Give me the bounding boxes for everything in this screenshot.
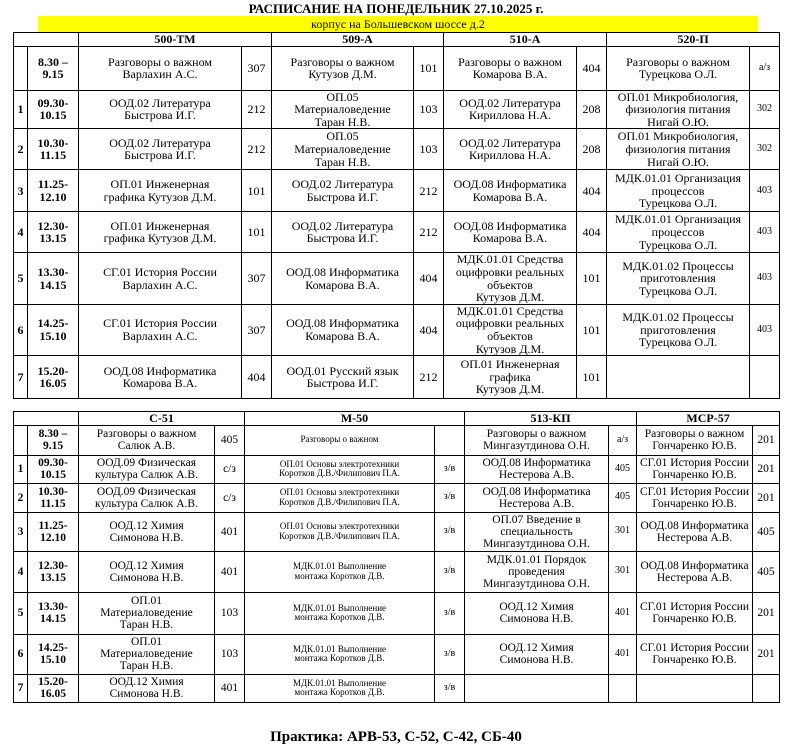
subject-cell: ОП.01 Материаловедение Таран Н.В. xyxy=(79,634,215,674)
lesson-number: 3 xyxy=(14,512,28,551)
subject-cell: ОП.01 Микробиология, физиология питания Нигай О.Ю. xyxy=(607,90,750,129)
lesson-time: 8.30 – 9.15 xyxy=(28,425,79,455)
room-cell: з/в xyxy=(435,483,465,512)
lesson-time: 13.30- 14.15 xyxy=(28,253,79,304)
lesson-row xyxy=(14,551,780,592)
schedule-table-top xyxy=(13,32,780,399)
room-cell: 208 xyxy=(577,90,607,129)
room-cell: 103 xyxy=(414,129,444,170)
lesson-number: 6 xyxy=(14,634,28,674)
room-cell: 212 xyxy=(414,212,444,253)
schedule-table-bottom xyxy=(13,411,780,703)
subject-cell: ООД.02 Литература Быстрова И.Г. xyxy=(79,90,242,129)
lesson-time: 12.30- 13.15 xyxy=(28,212,79,253)
room-cell: 307 xyxy=(242,46,272,90)
subject-cell: МДК.01.01 Порядок проведения Мингазутдинова О.Н. xyxy=(465,551,609,592)
room-cell: 201 xyxy=(753,634,780,674)
room-cell: 302 xyxy=(750,90,780,129)
subject-cell: СГ.01 История России Варлахин А.С. xyxy=(79,253,242,304)
room-cell: 101 xyxy=(242,212,272,253)
subject-cell: СГ.01 История России Гончаренко Ю.В. xyxy=(637,592,753,634)
lesson-number xyxy=(14,46,28,90)
header-blank xyxy=(14,33,79,47)
room-cell: 401 xyxy=(609,634,637,674)
room-cell: 208 xyxy=(577,129,607,170)
subject-cell: СГ.01 История России Варлахин А.С. xyxy=(79,304,242,355)
room-cell xyxy=(753,674,780,702)
lesson-number: 2 xyxy=(14,483,28,512)
room-cell: 405 xyxy=(753,512,780,551)
lesson-time: 8.30 – 9.15 xyxy=(28,46,79,90)
room-cell: з/в xyxy=(435,634,465,674)
room-cell: з/в xyxy=(435,674,465,702)
room-cell: 404 xyxy=(577,170,607,212)
subject-cell: ООД.01 Русский язык Быстрова И.Г. xyxy=(272,356,414,399)
subject-cell: ОП.01 Материаловедение Таран Н.В. xyxy=(79,592,215,634)
room-cell: 405 xyxy=(215,425,245,455)
lesson-time: 09.30- 10.15 xyxy=(28,90,79,129)
header-blank xyxy=(14,412,79,426)
subject-cell xyxy=(465,674,609,702)
room-cell: 301 xyxy=(609,512,637,551)
lesson-number: 1 xyxy=(14,455,28,483)
subject-cell: СГ.01 История России Гончаренко Ю.В. xyxy=(637,483,753,512)
subject-cell: МДК.01.01 Организация процессов Турецкова О.Л. xyxy=(607,170,750,212)
room-cell: а/з xyxy=(750,46,780,90)
room-cell: 101 xyxy=(577,356,607,399)
lesson-number: 2 xyxy=(14,129,28,170)
lesson-row xyxy=(14,90,780,129)
room-cell: 103 xyxy=(215,634,245,674)
room-cell: с/з xyxy=(215,455,245,483)
room-cell: 404 xyxy=(577,212,607,253)
room-cell: 307 xyxy=(242,304,272,355)
lesson-number: 4 xyxy=(14,551,28,592)
subject-cell: ООД.12 Химия Симонова Н.В. xyxy=(79,674,215,702)
lesson-number: 5 xyxy=(14,592,28,634)
room-cell: з/в xyxy=(435,592,465,634)
room-cell: з/в xyxy=(435,455,465,483)
room-cell: 405 xyxy=(753,551,780,592)
room-cell: с/з xyxy=(215,483,245,512)
lesson-row xyxy=(14,512,780,551)
subject-cell: Разговоры о важном Гончаренко Ю.В. xyxy=(637,425,753,455)
subject-cell: ОП.01 Инженерная графика Кутузов Д.М. xyxy=(79,170,242,212)
group-header: 520-П xyxy=(607,33,780,47)
room-cell: з/в xyxy=(435,512,465,551)
subject-cell: Разговоры о важном Турецкова О.Л. xyxy=(607,46,750,90)
lesson-number: 3 xyxy=(14,170,28,212)
group-header: 513-КП xyxy=(465,412,637,426)
page-title: РАСПИСАНИЕ НА ПОНЕДЕЛЬНИК 27.10.2025 г. xyxy=(248,1,544,16)
lesson-number: 7 xyxy=(14,356,28,399)
lesson-time: 13.30- 14.15 xyxy=(28,592,79,634)
subject-cell: ОП.01 Основы электротехники Коротков Д.В./Филипович П.А. xyxy=(245,512,435,551)
room-cell: 101 xyxy=(414,46,444,90)
subject-cell: ООД.08 Информатика Комарова В.А. xyxy=(272,304,414,355)
building-subtitle: корпус на Большевском шоссе д.2 xyxy=(38,16,758,32)
room-cell: 404 xyxy=(242,356,272,399)
subject-cell: ООД.02 Литература Быстрова И.Г. xyxy=(272,212,414,253)
subject-cell: ОП.01 Инженерная графика Кутузов Д.М. xyxy=(444,356,577,399)
subject-cell: МДК.01.01 Организация процессов Турецкова О.Л. xyxy=(607,212,750,253)
subject-cell: СГ.01 История России Гончаренко Ю.В. xyxy=(637,634,753,674)
room-cell: 403 xyxy=(750,170,780,212)
room-cell: 201 xyxy=(753,592,780,634)
lesson-time: 09.30- 10.15 xyxy=(28,455,79,483)
room-cell xyxy=(750,356,780,399)
lesson-number: 5 xyxy=(14,253,28,304)
subject-cell: ООД.08 Информатика Нестерова А.В. xyxy=(465,483,609,512)
subject-cell: Разговоры о важном Комарова В.А. xyxy=(444,46,577,90)
subject-cell: ООД.12 Химия Симонова Н.В. xyxy=(79,551,215,592)
subject-cell: ООД.08 Информатика Комарова В.А. xyxy=(444,212,577,253)
subject-cell: МДК.01.01 Выполнение монтажа Коротков Д.В. xyxy=(245,551,435,592)
lesson-row xyxy=(14,46,780,90)
room-cell: 403 xyxy=(750,304,780,355)
room-cell: 101 xyxy=(577,253,607,304)
room-cell: 401 xyxy=(215,551,245,592)
room-cell: 212 xyxy=(414,356,444,399)
subject-cell: МДК.01.01 Средства оцифровки реальных объектов Кутузов Д.М. xyxy=(444,304,577,355)
subject-cell: ОП.01 Основы электротехники Коротков Д.В./Филипович П.А. xyxy=(245,455,435,483)
lesson-row xyxy=(14,356,780,399)
lesson-time: 15.20- 16.05 xyxy=(28,674,79,702)
room-cell: 403 xyxy=(750,253,780,304)
subject-cell: Разговоры о важном Салюк А.В. xyxy=(79,425,215,455)
subject-cell: ОП.07 Введение в специальность Мингазутдинова О.Н. xyxy=(465,512,609,551)
room-cell: 307 xyxy=(242,253,272,304)
room-cell: 401 xyxy=(609,592,637,634)
lesson-row xyxy=(14,592,780,634)
room-cell: 212 xyxy=(242,90,272,129)
lesson-row xyxy=(14,455,780,483)
lesson-time: 11.25- 12.10 xyxy=(28,170,79,212)
group-header: 510-А xyxy=(444,33,607,47)
lesson-time: 10.30- 11.15 xyxy=(28,129,79,170)
lesson-row xyxy=(14,674,780,702)
subject-cell: ООД.08 Информатика Нестерова А.В. xyxy=(637,551,753,592)
lesson-number xyxy=(14,425,28,455)
room-cell: 212 xyxy=(242,129,272,170)
subject-cell: МДК.01.02 Процессы приготовления Турецкова О.Л. xyxy=(607,253,750,304)
subject-cell: Разговоры о важном Мингазутдинова О.Н. xyxy=(465,425,609,455)
lesson-number: 6 xyxy=(14,304,28,355)
subject-cell: МДК.01.01 Средства оцифровки реальных объектов Кутузов Д.М. xyxy=(444,253,577,304)
subject-cell: ООД.02 Литература Быстрова И.Г. xyxy=(79,129,242,170)
group-header: С-51 xyxy=(79,412,245,426)
room-cell: 405 xyxy=(609,483,637,512)
subject-cell: МДК.01.01 Выполнение монтажа Коротков Д.В. xyxy=(245,674,435,702)
subject-cell: Разговоры о важном Варлахин А.С. xyxy=(79,46,242,90)
room-cell: 103 xyxy=(414,90,444,129)
subject-cell: ООД.09 Физическая культура Салюк А.В. xyxy=(79,455,215,483)
lesson-time: 14.25- 15.10 xyxy=(28,634,79,674)
room-cell: 201 xyxy=(753,455,780,483)
subject-cell: ООД.02 Литература Быстрова И.Г. xyxy=(272,170,414,212)
room-cell: 405 xyxy=(609,455,637,483)
room-cell: 301 xyxy=(609,551,637,592)
room-cell: 404 xyxy=(414,304,444,355)
room-cell: 401 xyxy=(215,512,245,551)
group-header: М-50 xyxy=(245,412,465,426)
subject-cell: ООД.08 Информатика Нестерова А.В. xyxy=(637,512,753,551)
room-cell xyxy=(435,425,465,455)
subject-cell xyxy=(607,356,750,399)
room-cell: 212 xyxy=(414,170,444,212)
lesson-number: 1 xyxy=(14,90,28,129)
subject-cell: ООД.08 Информатика Комарова В.А. xyxy=(79,356,242,399)
lesson-row xyxy=(14,253,780,304)
lesson-time: 14.25- 15.10 xyxy=(28,304,79,355)
lesson-number: 4 xyxy=(14,212,28,253)
subject-cell: ООД.08 Информатика Нестерова А.В. xyxy=(465,455,609,483)
lesson-row xyxy=(14,304,780,355)
subject-cell: МДК.01.01 Выполнение монтажа Коротков Д.В. xyxy=(245,634,435,674)
subject-cell: ОП.01 Основы электротехники Коротков Д.В./Филипович П.А. xyxy=(245,483,435,512)
subject-cell: ООД.08 Информатика Комарова В.А. xyxy=(444,170,577,212)
lesson-time: 11.25- 12.10 xyxy=(28,512,79,551)
subject-cell: ОП.01 Микробиология, физиология питания Нигай О.Ю. xyxy=(607,129,750,170)
room-cell: 404 xyxy=(577,46,607,90)
room-cell: 401 xyxy=(215,674,245,702)
subject-cell: ОП.01 Инженерная графика Кутузов Д.М. xyxy=(79,212,242,253)
room-cell: 403 xyxy=(750,212,780,253)
subject-cell: ООД.02 Литература Кириллова Н.А. xyxy=(444,90,577,129)
room-cell: 201 xyxy=(753,425,780,455)
lesson-row xyxy=(14,483,780,512)
room-cell: 201 xyxy=(753,483,780,512)
lesson-row xyxy=(14,129,780,170)
room-cell xyxy=(609,674,637,702)
room-cell: з/в xyxy=(435,551,465,592)
subject-cell: МДК.01.02 Процессы приготовления Турецкова О.Л. xyxy=(607,304,750,355)
group-header: МСР-57 xyxy=(637,412,780,426)
group-header: 500-ТМ xyxy=(79,33,272,47)
lesson-number: 7 xyxy=(14,674,28,702)
lesson-time: 10.30- 11.15 xyxy=(28,483,79,512)
lesson-time: 12.30- 13.15 xyxy=(28,551,79,592)
room-cell: 101 xyxy=(242,170,272,212)
room-cell: 101 xyxy=(577,304,607,355)
subject-cell: МДК.01.01 Выполнение монтажа Коротков Д.В. xyxy=(245,592,435,634)
subject-cell: ООД.08 Информатика Комарова В.А. xyxy=(272,253,414,304)
subject-cell xyxy=(637,674,753,702)
lesson-row xyxy=(14,170,780,212)
subject-cell: ОП.05 Материаловедение Таран Н.В. xyxy=(272,129,414,170)
room-cell: 302 xyxy=(750,129,780,170)
subject-cell: СГ.01 История России Гончаренко Ю.В. xyxy=(637,455,753,483)
practice-note: Практика: АРВ-53, С-52, С-42, СБ-40 xyxy=(270,729,522,745)
subject-cell: ООД.12 Химия Симонова Н.В. xyxy=(465,634,609,674)
lesson-row xyxy=(14,212,780,253)
room-cell: 103 xyxy=(215,592,245,634)
lesson-time: 15.20- 16.05 xyxy=(28,356,79,399)
room-cell: а/з xyxy=(609,425,637,455)
subject-cell: Разговоры о важном Кутузов Д.М. xyxy=(272,46,414,90)
subject-cell: ООД.12 Химия Симонова Н.В. xyxy=(79,512,215,551)
group-header: 509-А xyxy=(272,33,444,47)
subject-cell: ОП.05 Материаловедение Таран Н.В. xyxy=(272,90,414,129)
subject-cell: Разговоры о важном xyxy=(245,425,435,455)
lesson-row xyxy=(14,425,780,455)
lesson-row xyxy=(14,634,780,674)
subject-cell: ООД.02 Литература Кириллова Н.А. xyxy=(444,129,577,170)
room-cell: 404 xyxy=(414,253,444,304)
subject-cell: ООД.12 Химия Симонова Н.В. xyxy=(465,592,609,634)
subject-cell: ООД.09 Физическая культура Салюк А.В. xyxy=(79,483,215,512)
